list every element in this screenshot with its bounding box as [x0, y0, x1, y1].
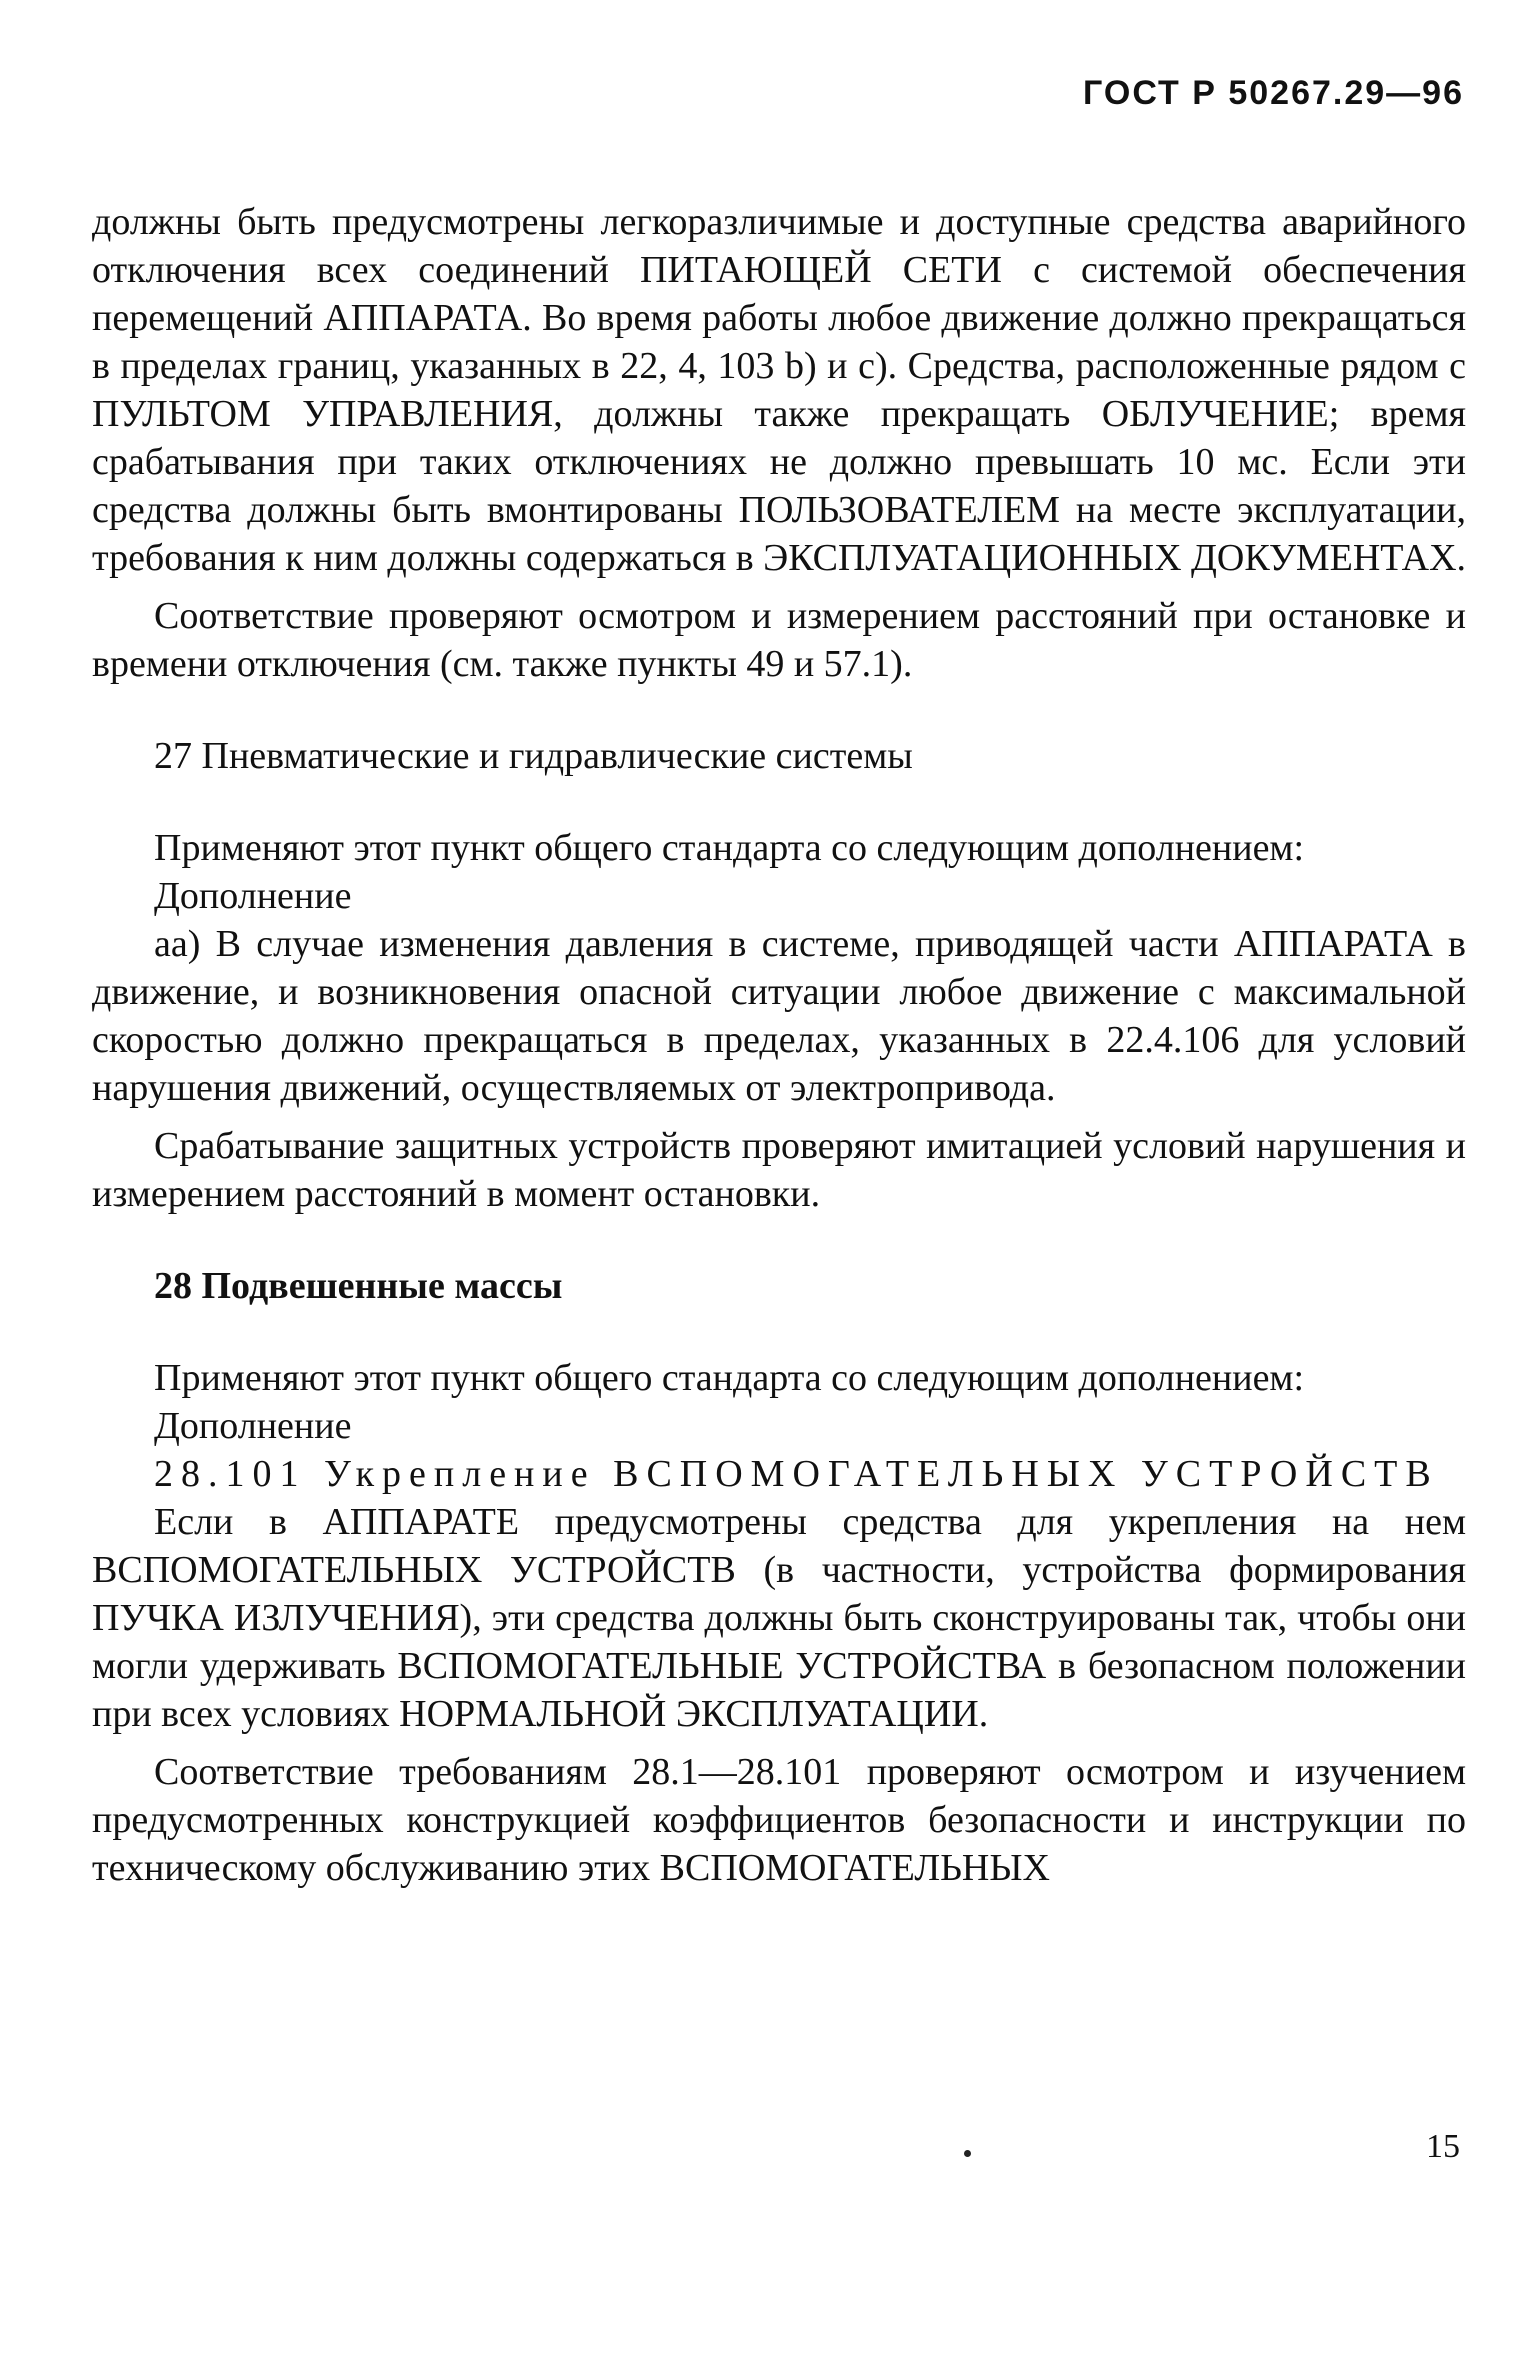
section-27-addition-label: Дополнение: [154, 875, 352, 917]
section-28-check: Соответствие требованиям 28.1—28.101 проверяют осмотром и изучением предусмотренных конструкцией коэффициентов безопасности и инструкции по техническому обслуживанию этих ВСПОМОГАТЕЛЬНЫХ: [92, 1751, 1466, 1889]
document-body: [92, 198, 1466, 1892]
section-27-title: 27 Пневматические и гидравлические системы: [154, 735, 913, 777]
section-28-addition-label: Дополнение: [154, 1405, 352, 1447]
section-28-apply: Применяют этот пункт общего стандарта со следующим дополнением:: [154, 1357, 1305, 1399]
section-28-title: 28 Подвешенные массы: [154, 1265, 563, 1307]
paragraph-emergency-disconnect: должны быть предусмотрены легкоразличимые и доступные средства аварийного отключения всех соединений ПИТАЮЩЕЙ СЕТИ с системой обеспечения перемещений АППАРАТА. Во время работы любое движение должно прекращаться в пределах границ, указанных в 22, 4, 103 b) и с). Средства, расположенные рядом с ПУЛЬТОМ УПРАВЛЕНИЯ, должны также прекращать ОБЛУЧЕНИЕ; время срабатывания при таких отключениях не должно превышать 10 мс. Если эти средства должны быть вмонтированы ПОЛЬЗОВАТЕЛЕМ на месте эксплуатации, требования к ним должны содержаться в ЭКСПЛУАТАЦИОННЫХ ДОКУМЕНТАХ.: [92, 201, 1467, 579]
section-27-item-aa: аа) В случае изменения давления в системе, приводящей части АППАРАТА в движение, и возникновения опасной ситуации любое движение с максимальной скоростью должно прекращаться в пределах, указанных в 22.4.106 для условий нарушения движений, осуществляемых от электропривода.: [92, 923, 1466, 1109]
page-number: 15: [1426, 2128, 1460, 2165]
paragraph-compliance-check: Соответствие проверяют осмотром и измерением расстояний при остановке и времени отключения (см. также пункты 49 и 57.1).: [92, 595, 1466, 685]
section-28-101-text: Если в АППАРАТЕ предусмотрены средства для укрепления на нем ВСПОМОГАТЕЛЬНЫХ УСТРОЙСТВ (в частности, устройства формирования ПУЧКА ИЗЛУЧЕНИЯ), эти средства должны быть сконструированы так, чтобы они могли удерживать ВСПОМОГАТЕЛЬНЫЕ УСТРОЙСТВА в безопасном положении при всех условиях НОРМАЛЬНОЙ ЭКСПЛУАТАЦИИ.: [92, 1501, 1466, 1735]
section-28-101-title: 28.101 Укрепление ВСПОМОГАТЕЛЬНЫХ УСТРОЙСТВ: [154, 1453, 1439, 1495]
section-27-apply: Применяют этот пункт общего стандарта со следующим дополнением:: [154, 827, 1305, 869]
standard-header: ГОСТ Р 50267.29—96: [1083, 74, 1464, 112]
section-27-check: Срабатывание защитных устройств проверяют имитацией условий нарушения и измерением расстояний в момент остановки.: [92, 1125, 1466, 1215]
footer-dot: [964, 2150, 971, 2157]
